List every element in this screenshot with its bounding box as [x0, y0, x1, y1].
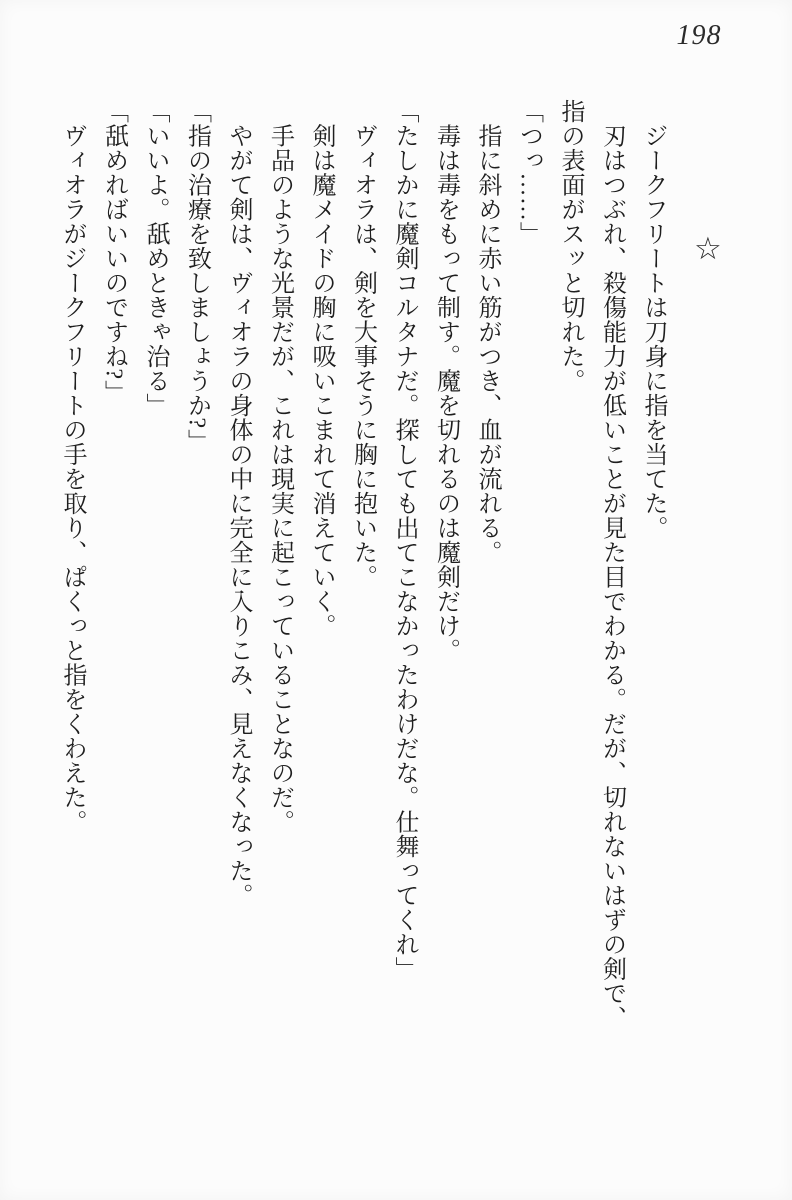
text-line: 指に斜めに赤い筋がつき、血が流れる。 [474, 99, 500, 565]
text-line: 指の表面がスッと切れた。 [557, 99, 583, 393]
text-line: 刃はつぶれ、殺傷能力が低いことが見た目でわかる。だが、切れないはずの剣で、 [598, 99, 625, 1030]
scene-break-star-icon: ☆ [694, 231, 722, 267]
text-line: 「舐めればいいのですね?」 [100, 99, 127, 405]
text-line: やがて剣は、ヴィオラの身体の中に完全に入りこみ、見えなくなった。 [225, 99, 251, 908]
text-line: 「いいよ。舐めときゃ治る」 [142, 99, 168, 418]
text-line: 「指の治療を致しましょうか?」 [183, 99, 210, 454]
vertical-text-block [51, 99, 674, 1117]
text-line: ヴィオラは、剣を大事そうに胸に抱いた。 [349, 99, 376, 589]
text-line: 「たしかに魔剣コルタナだ。探しても出てこなかったわけだな。仕舞ってくれ」 [391, 99, 417, 981]
text-line: 毒は毒をもって制す。魔を切れるのは魔剣だけ。 [432, 99, 459, 663]
text-line: 剣は魔メイドの胸に吸いこまれて消えていく。 [308, 99, 334, 638]
text-line: ヴィオラがジークフリートの手を取り、ぱくっと指をくわえた。 [59, 99, 85, 834]
text-line: ジークフリートは刀身に指を当てた。 [640, 99, 666, 540]
text-line: 手品のような光景だが、これは現実に起こっていることなのだ。 [266, 99, 293, 834]
text-line: 「つっ……」 [515, 99, 542, 246]
page-number: 198 [676, 20, 722, 51]
